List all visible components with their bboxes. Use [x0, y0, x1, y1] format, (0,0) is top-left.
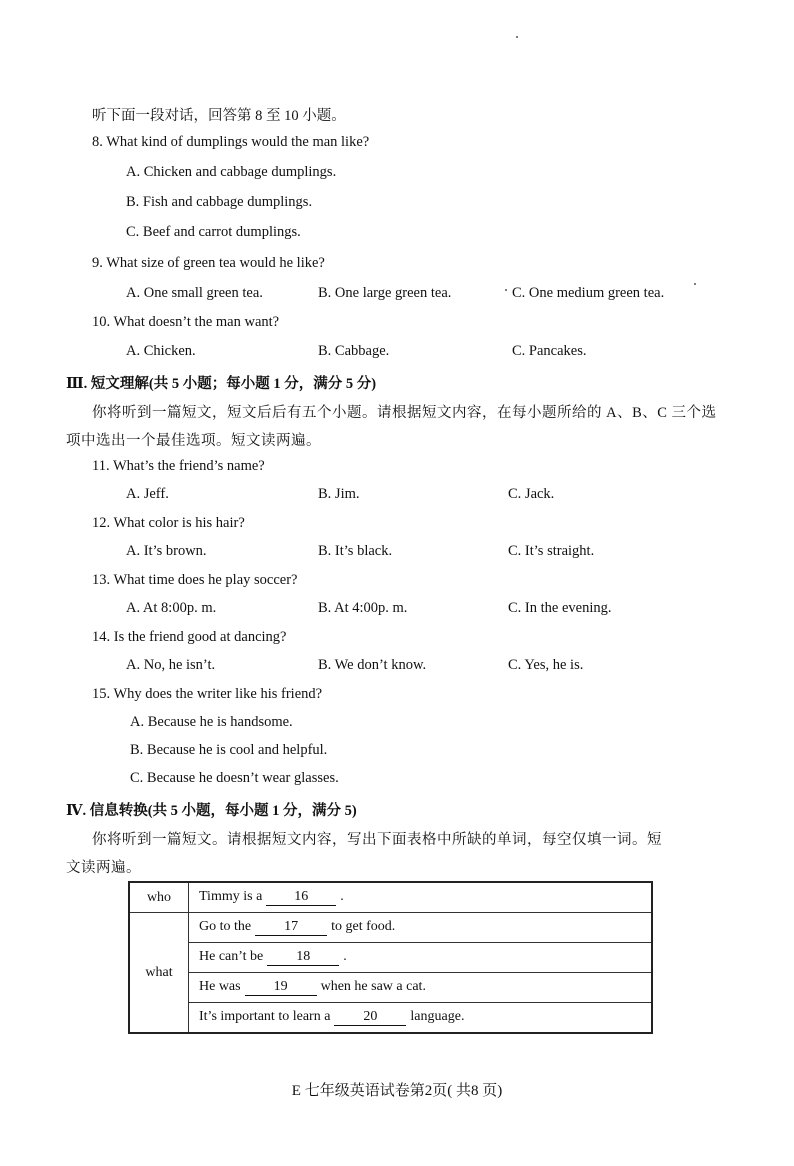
table-cell: [189, 973, 653, 1003]
question-15-option-b: B. Because he is cool and helpful.: [130, 742, 328, 758]
table-row: [129, 1003, 652, 1034]
row-20-text: It’s important to learn a: [199, 1009, 331, 1024]
question-9-stem: 9. What size of green tea would he like?: [92, 255, 325, 271]
question-9-option-a: A. One small green tea.: [126, 285, 263, 301]
row-19-after: when he saw a cat.: [320, 979, 426, 994]
section-3-instruction-2: 项中选出一个最佳选项。短文读两遍。: [66, 433, 321, 449]
table-cell: [189, 943, 653, 973]
blank-19[interactable]: 19: [245, 979, 317, 996]
row-19-text: He was: [199, 979, 241, 994]
section-4-heading: Ⅳ. 信息转换(共 5 小题，每小题 1 分，满分 5): [66, 803, 357, 819]
question-10-stem: 10. What doesn’t the man want?: [92, 314, 280, 330]
label-who: who: [129, 882, 189, 913]
table-row: [129, 882, 652, 913]
blank-18[interactable]: 18: [267, 949, 339, 966]
row-18-text: He can’t be: [199, 949, 264, 964]
question-15-stem: 15. Why does the writer like his friend?: [92, 686, 323, 702]
question-14-option-a: A. No, he isn’t.: [126, 657, 216, 673]
scan-speck: [505, 289, 507, 291]
table-cell: [189, 913, 653, 943]
question-12-stem: 12. What color is his hair?: [92, 515, 245, 531]
table-row: [129, 943, 652, 973]
table-cell: [189, 882, 653, 913]
scan-speck: [694, 283, 696, 285]
page-footer: E 七年级英语试卷第2页( 共8 页): [291, 1083, 503, 1099]
question-9-option-b: B. One large green tea.: [318, 285, 452, 301]
section-3-instruction-1: 你将听到一篇短文，短文后后有五个小题。请根据短文内容，在每小题所给的 A、B、C 三个选: [92, 405, 717, 421]
table-row: [129, 913, 652, 943]
question-8-stem: 8. What kind of dumplings would the man like?: [92, 134, 370, 150]
row-16-text: Timmy is a: [199, 889, 263, 904]
question-8-option-c: C. Beef and carrot dumplings.: [126, 224, 301, 240]
section-4-instruction-1: 你将听到一篇短文。请根据短文内容，写出下面表格中所缺的单词，每空仅填一词。短: [92, 832, 662, 848]
question-12-option-b: B. It’s black.: [318, 543, 393, 559]
scan-speck: [516, 36, 518, 38]
section-intro: 听下面一段对话，回答第 8 至 10 小题。: [92, 108, 346, 124]
row-17-after: to get food.: [331, 919, 396, 934]
question-15-option-a: A. Because he is handsome.: [130, 714, 293, 730]
question-10-option-b: B. Cabbage.: [318, 343, 390, 359]
question-10-option-c: C. Pancakes.: [512, 343, 587, 359]
question-11-option-b: B. Jim.: [318, 486, 360, 502]
question-8-option-b: B. Fish and cabbage dumplings.: [126, 194, 313, 210]
table-cell: [189, 1003, 653, 1034]
question-11-option-c: C. Jack.: [508, 486, 555, 502]
label-what: what: [129, 913, 189, 1034]
question-11-stem: 11. What’s the friend’s name?: [92, 458, 265, 474]
question-13-option-a: A. At 8:00p. m.: [126, 600, 217, 616]
question-13-stem: 13. What time does he play soccer?: [92, 572, 298, 588]
question-12-option-a: A. It’s brown.: [126, 543, 207, 559]
question-9-option-c: C. One medium green tea.: [512, 285, 665, 301]
blank-20[interactable]: 20: [334, 1009, 406, 1026]
question-13-option-c: C. In the evening.: [508, 600, 612, 616]
blank-16[interactable]: 16: [266, 889, 336, 906]
section-3-heading: Ⅲ. 短文理解(共 5 小题；每小题 1 分，满分 5 分): [66, 376, 377, 392]
blank-17[interactable]: 17: [255, 919, 327, 936]
info-table: [128, 881, 653, 1034]
question-13-option-b: B. At 4:00p. m.: [318, 600, 408, 616]
row-17-text: Go to the: [199, 919, 252, 934]
question-14-option-b: B. We don’t know.: [318, 657, 427, 673]
question-14-option-c: C. Yes, he is.: [508, 657, 584, 673]
section-4-instruction-2: 文读两遍。: [66, 860, 141, 876]
question-12-option-c: C. It’s straight.: [508, 543, 595, 559]
table-row: [129, 973, 652, 1003]
question-14-stem: 14. Is the friend good at dancing?: [92, 629, 287, 645]
question-8-option-a: A. Chicken and cabbage dumplings.: [126, 164, 337, 180]
question-10-option-a: A. Chicken.: [126, 343, 196, 359]
row-16-after: .: [340, 889, 344, 904]
question-11-option-a: A. Jeff.: [126, 486, 169, 502]
row-18-after: .: [343, 949, 347, 964]
row-20-after: language.: [410, 1009, 465, 1024]
question-15-option-c: C. Because he doesn’t wear glasses.: [130, 770, 339, 786]
